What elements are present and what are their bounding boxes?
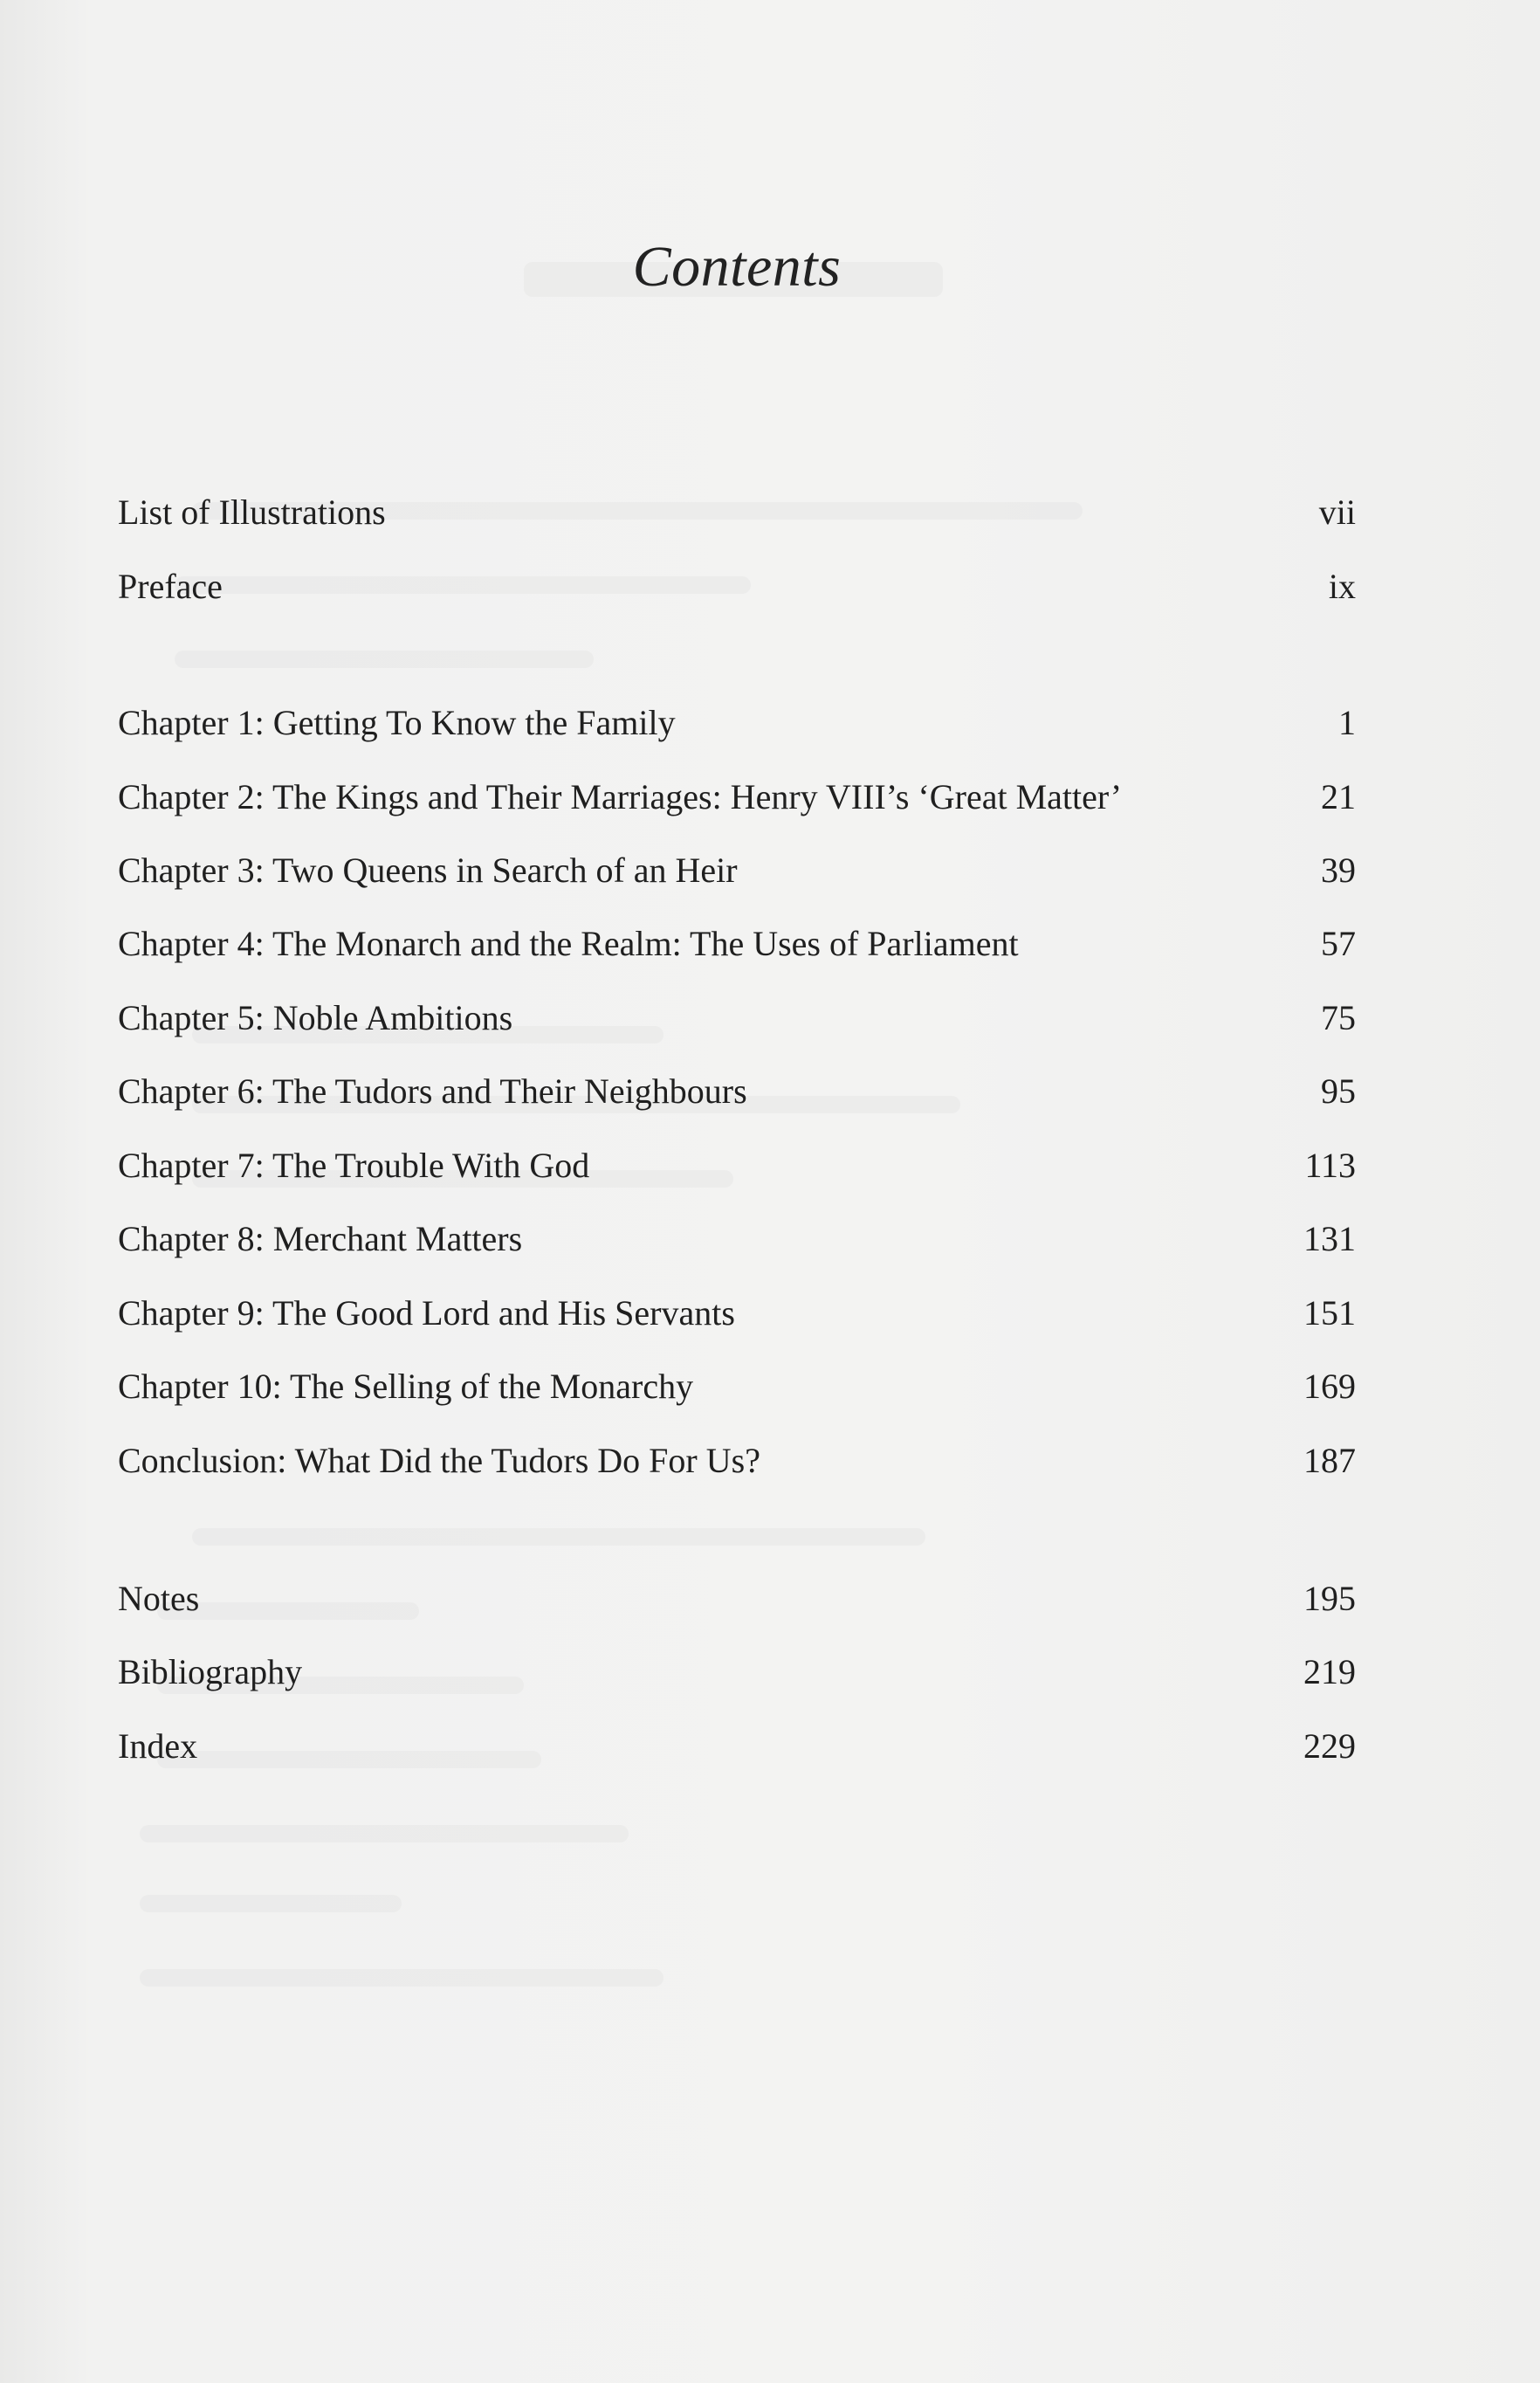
toc-entry-title: Chapter 8: Merchant Matters	[118, 1219, 523, 1258]
toc-entry-page: 187	[1303, 1441, 1356, 1480]
table-of-contents	[118, 0, 1356, 2383]
toc-entry	[118, 771, 1356, 823]
toc-entry-title: Chapter 2: The Kings and Their Marriages: Henry VIII’s ‘Great Matter’	[118, 777, 1123, 816]
toc-entry-page: 113	[1304, 1146, 1356, 1185]
toc-entry-title: Chapter 3: Two Queens in Search of an Heir	[118, 851, 738, 890]
toc-entry	[118, 1646, 1356, 1698]
toc-entry-title: Chapter 5: Noble Ambitions	[118, 998, 513, 1037]
toc-entry-page: 95	[1321, 1071, 1356, 1111]
toc-entry	[118, 992, 1356, 1044]
toc-entry	[118, 1287, 1356, 1340]
toc-entry	[118, 1720, 1356, 1773]
toc-entry-title: Chapter 1: Getting To Know the Family	[118, 703, 676, 742]
toc-entry-page: 21	[1321, 777, 1356, 816]
toc-entry-page: 151	[1303, 1293, 1356, 1333]
toc-entry-page: 39	[1321, 851, 1356, 890]
toc-entry-page: 195	[1303, 1579, 1356, 1618]
toc-entry-page: 229	[1303, 1726, 1356, 1766]
toc-entry	[118, 1213, 1356, 1265]
toc-entry-title: Chapter 10: The Selling of the Monarchy	[118, 1367, 694, 1406]
toc-entry-page: vii	[1318, 492, 1356, 532]
toc-entry	[118, 918, 1356, 970]
toc-entry	[118, 1573, 1356, 1625]
toc-entry-title: Bibliography	[118, 1652, 303, 1691]
toc-entry-title: List of Illustrations	[118, 492, 386, 532]
toc-entry	[118, 697, 1356, 749]
toc-entry-page: 131	[1303, 1219, 1356, 1258]
toc-entry-title: Notes	[118, 1579, 200, 1618]
toc-entry	[118, 1435, 1356, 1487]
toc-entry	[118, 486, 1356, 539]
toc-entry-title: Chapter 7: The Trouble With God	[118, 1146, 590, 1185]
toc-entry-title: Chapter 4: The Monarch and the Realm: The Uses of Parliament	[118, 924, 1019, 963]
toc-entry-title: Preface	[118, 567, 223, 606]
toc-entry-title: Index	[118, 1726, 198, 1766]
toc-entry-page: 169	[1303, 1367, 1356, 1406]
toc-entry-title: Conclusion: What Did the Tudors Do For Us?	[118, 1441, 760, 1480]
toc-entry	[118, 561, 1356, 613]
toc-entry-title: Chapter 6: The Tudors and Their Neighbours	[118, 1071, 747, 1111]
toc-entry	[118, 1140, 1356, 1192]
toc-entry-title: Chapter 9: The Good Lord and His Servants	[118, 1293, 735, 1333]
toc-entry	[118, 844, 1356, 897]
toc-entry-page: 1	[1338, 703, 1356, 742]
toc-entry	[118, 1065, 1356, 1118]
toc-entry-page: 57	[1321, 924, 1356, 963]
toc-entry-page: ix	[1328, 567, 1356, 606]
toc-entry-page: 75	[1321, 998, 1356, 1037]
toc-entry	[118, 1360, 1356, 1413]
toc-entry-page: 219	[1303, 1652, 1356, 1691]
page-title: Contents	[632, 235, 842, 299]
